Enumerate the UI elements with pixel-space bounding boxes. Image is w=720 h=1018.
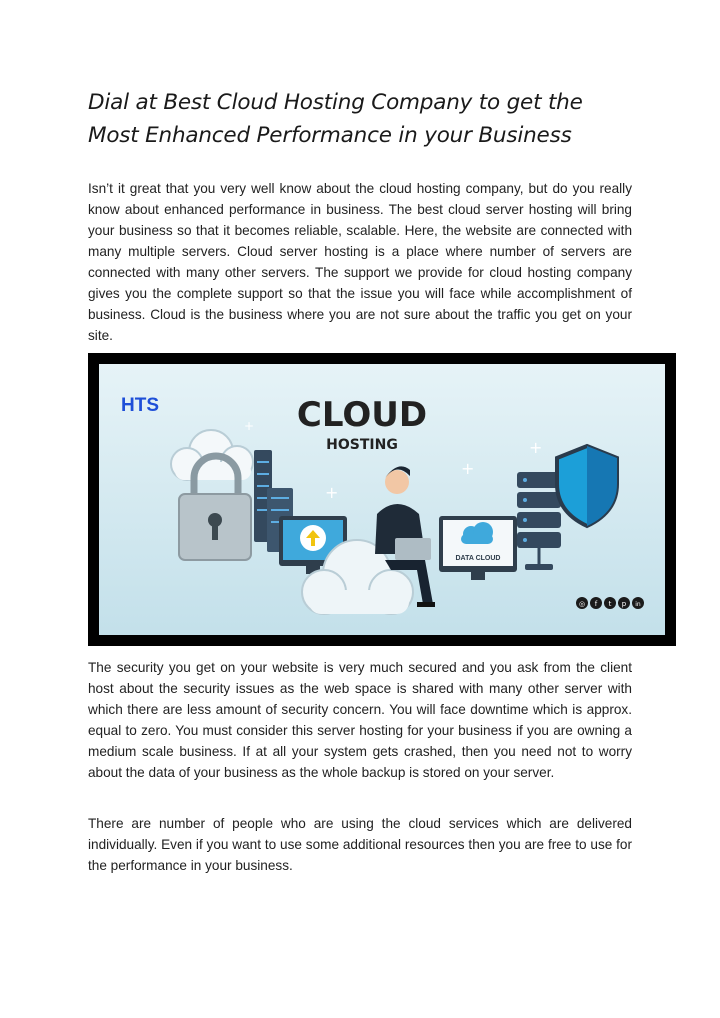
- social-icons: [576, 597, 644, 609]
- banner-headline: CLOUD: [296, 395, 428, 435]
- svg-text:◎: ◎: [578, 600, 586, 608]
- svg-text:f: f: [594, 600, 598, 608]
- document-title: [88, 86, 648, 152]
- svg-text:in: in: [635, 601, 641, 608]
- paragraph-resources: There are number of people who are using the cloud services which are delivered individually. Even if you want to use some additional resources then you are free to use for the performance in your business.: [88, 816, 632, 873]
- twitter-icon[interactable]: [604, 597, 616, 609]
- banner-illustration: [99, 364, 665, 635]
- instagram-icon[interactable]: [576, 597, 588, 609]
- title-line-2: Most Enhanced Performance in your Business: [88, 123, 572, 148]
- paragraph-intro: Isn’t it great that you very well know about the cloud hosting company, but do you really know about enhanced performance in business. The best cloud server hosting will bring your business so that it becomes reliable, scalable. Here, the website are connected with many multiple servers. Cloud server hosting is a place where number of servers are connected with many other servers. The support we provide for cloud hosting company gives you the complete support so that the issue you will face while accomplishment of business. Cloud is the business where you are not sure about the traffic you get on your site.: [88, 181, 632, 343]
- banner-subheadline: HOSTING: [326, 437, 398, 453]
- svg-text:+: +: [244, 419, 255, 433]
- cloud-hosting-banner: [88, 353, 676, 646]
- data-cloud-monitor: [439, 516, 517, 580]
- facebook-icon[interactable]: [590, 597, 602, 609]
- brand-logo: HTS: [121, 395, 159, 416]
- svg-text:+: +: [529, 438, 543, 457]
- pinterest-icon[interactable]: [618, 597, 630, 609]
- svg-text:+: +: [325, 483, 339, 502]
- linkedin-icon[interactable]: [632, 597, 644, 609]
- svg-text:t: t: [608, 600, 612, 608]
- title-line-1: Dial at Best Cloud Hosting Company to get the: [88, 90, 583, 115]
- paragraph-security: The security you get on your website is very much secured and you ask from the client host about the security issues as the web space is shared with many other server with which there are less amount of security concern. You will face downtime which is approx. equal to zero. You must consider this server hosting for your business if you are owning a medium scale business. If at all your system gets crashed, then you need not to worry about the data of your business as the whole backup is stored on your server.: [88, 660, 632, 780]
- svg-text:p: p: [621, 600, 627, 608]
- monitor-label: DATA CLOUD: [455, 555, 501, 562]
- svg-text:+: +: [461, 459, 475, 478]
